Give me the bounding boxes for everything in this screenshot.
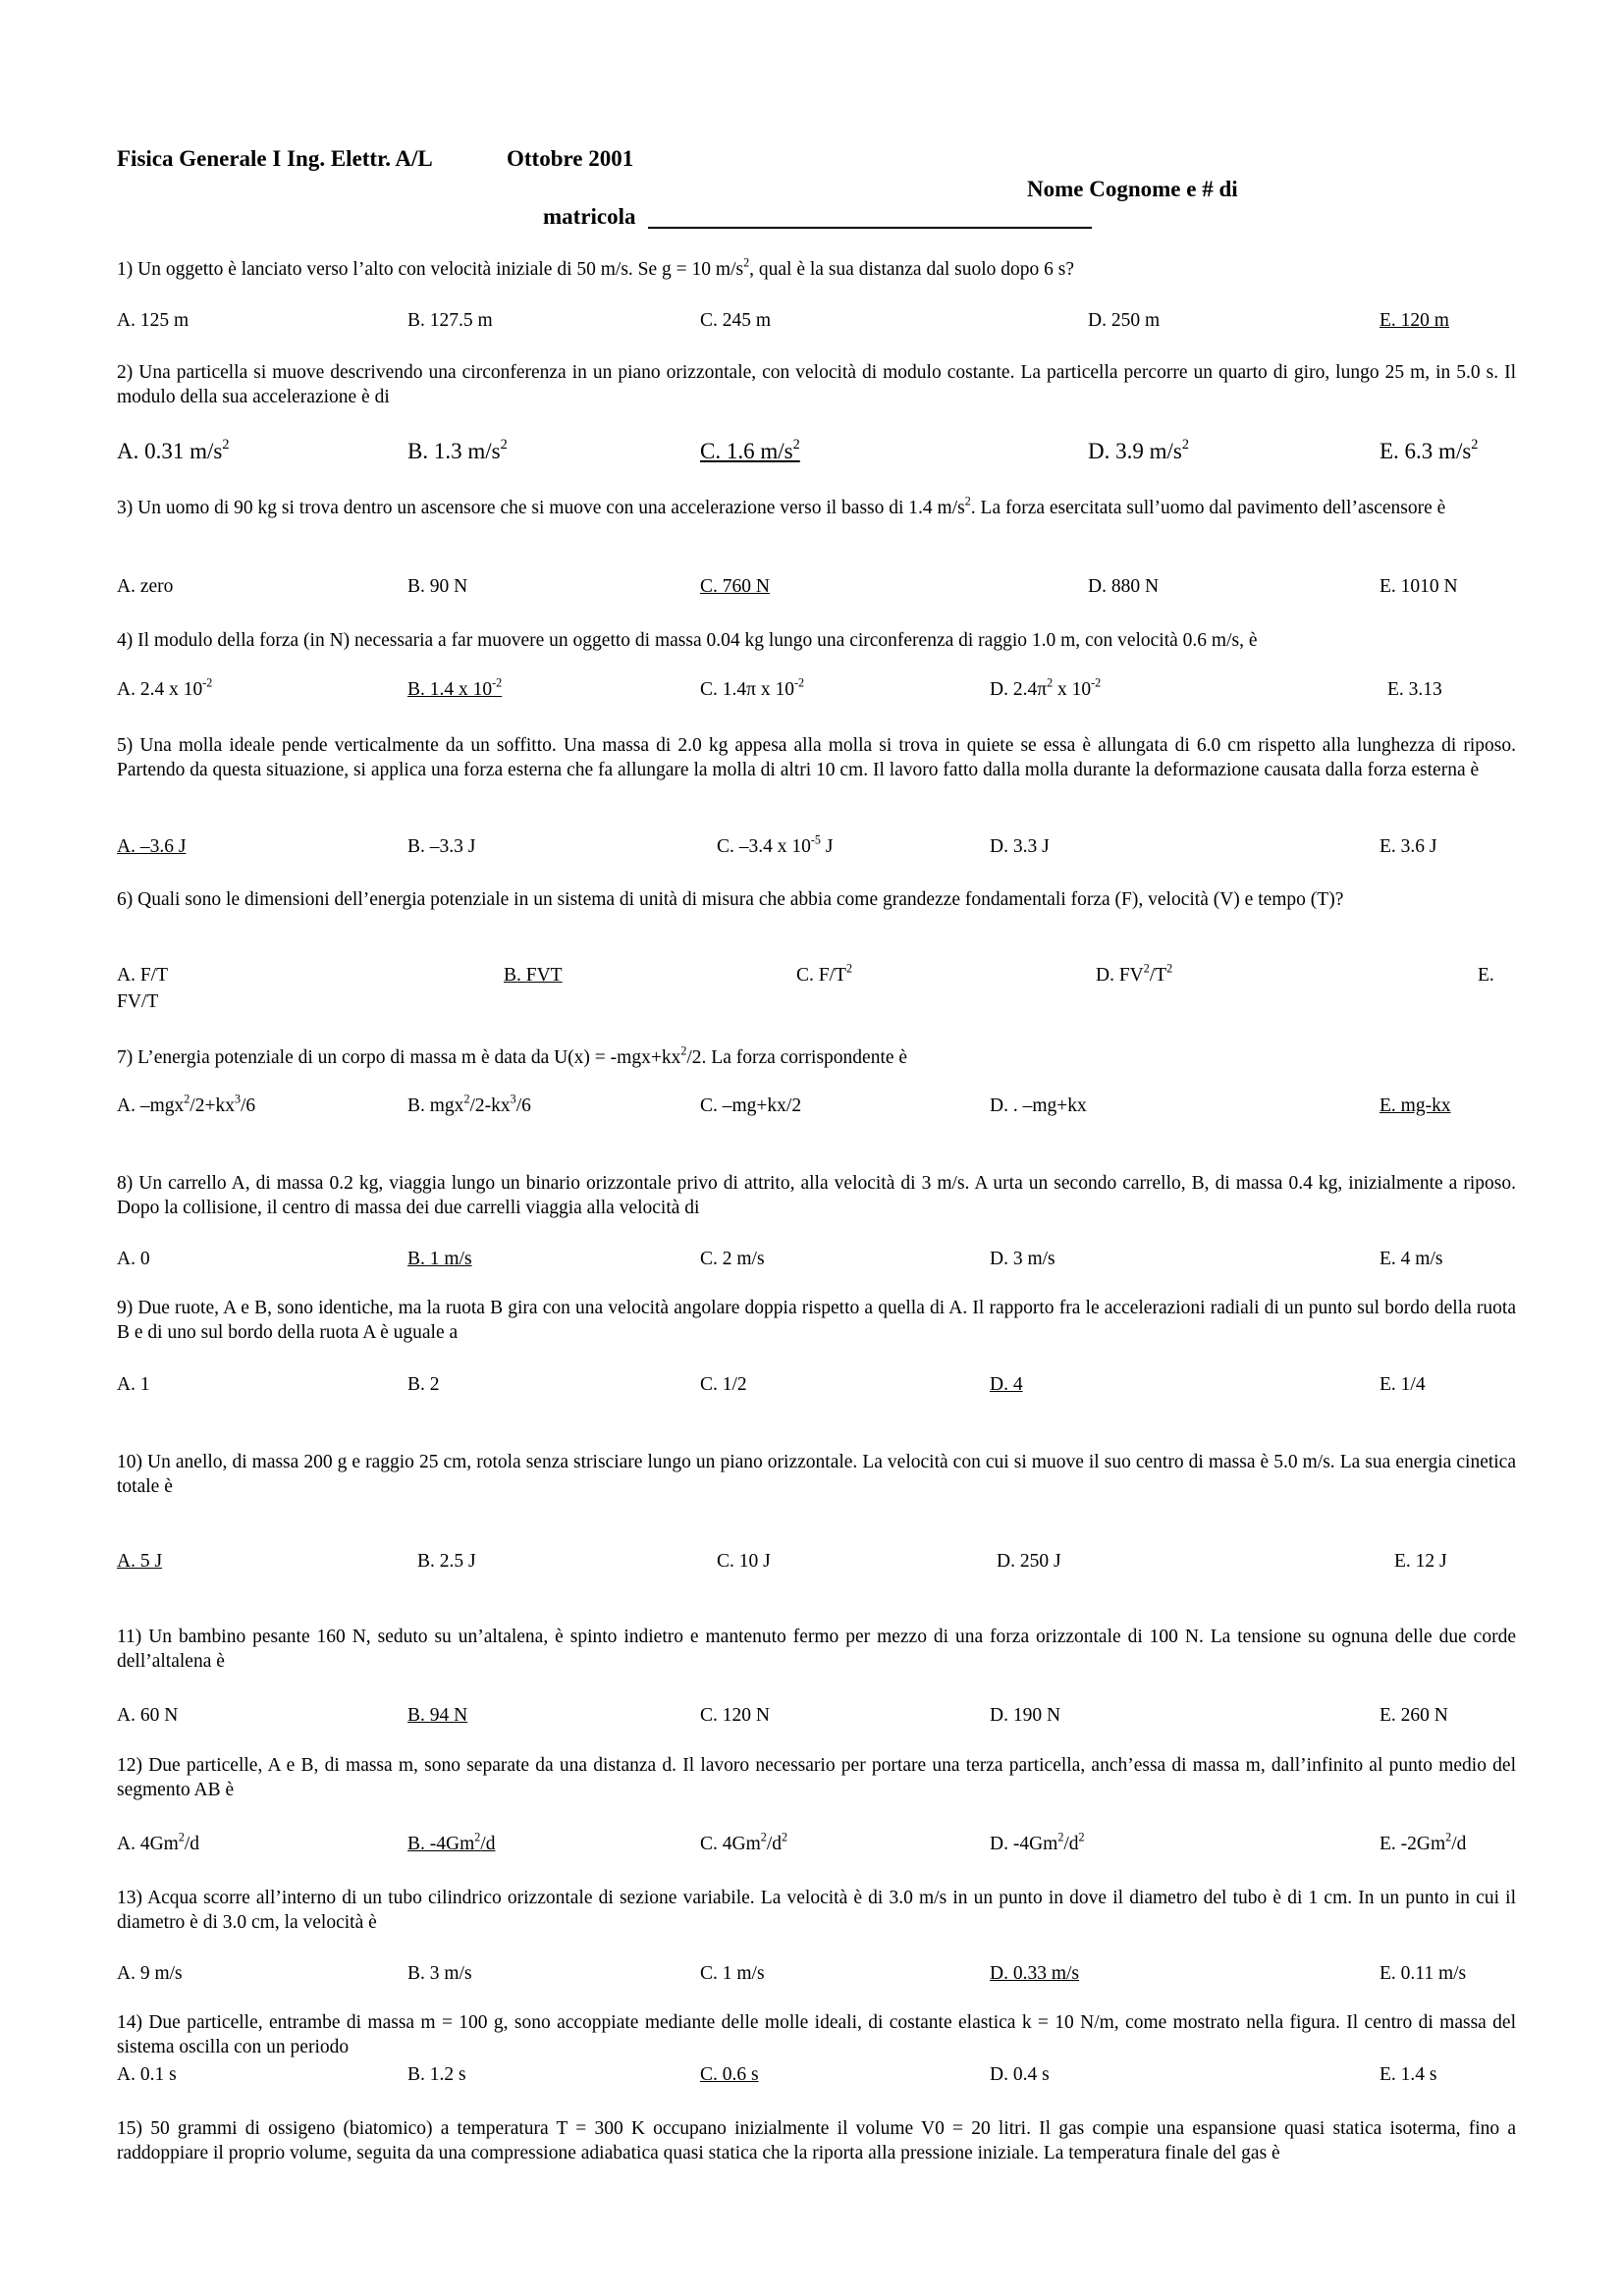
question-8-option-5: E. 4 m/s bbox=[1380, 1249, 1443, 1269]
question-5-text: 5) Una molla ideale pende verticalmente da un soffitto. Una massa di 2.0 kg appesa alla molla si trova in quiete se essa è allungata di 6.0 cm rispetto alla lunghezza di riposo. Partendo da questa situazione, si applica una forza esterna che fa allungare la molla di altri 10 cm. Il lavoro fatto dalla molla durante la deformazione causata dalla forza esterna è bbox=[117, 735, 1516, 780]
question-14-option-2: B. 1.2 s bbox=[407, 2064, 466, 2085]
matricola-line bbox=[648, 227, 1092, 229]
question-7-option-5: E. mg-kx bbox=[1380, 1095, 1451, 1116]
question-2-option-5: E. 6.3 $m/s^2$ bbox=[1380, 437, 1479, 463]
question-11-option-4: D. 190 N bbox=[990, 1705, 1061, 1726]
question-4-option-2: B. 1.4 x $10^{-2}$ bbox=[407, 675, 503, 700]
question-3-text: 3) Un uomo di 90 kg si trova dentro un ascensore che si muove con una accelerazione verso il basso di 1.4 $m/s^2$. La forza esercitata sull’uomo dal pavimento dell’ascensore è bbox=[117, 494, 1446, 518]
question-3-option-1: A. zero bbox=[117, 576, 174, 597]
question-8-option-3: C. 2 m/s bbox=[700, 1249, 765, 1269]
question-12-option-1: A. 4Gm$^2$/d bbox=[117, 1830, 200, 1854]
question-3-option-3: C. 760 N bbox=[700, 576, 770, 597]
name-label: Nome Cognome e # di bbox=[1027, 177, 1238, 201]
question-6-option-1: A. F/T bbox=[117, 965, 169, 986]
question-4-option-3: C. 1.4π x $10^{-2}$ bbox=[700, 675, 805, 700]
question-6-option-3: C. $F/T^2$ bbox=[796, 961, 852, 986]
question-2-option-3: C. 1.6 $m/s^2$ bbox=[700, 437, 800, 463]
question-1-option-3: C. 245 m bbox=[700, 310, 772, 331]
question-5-option-4: D. 3.3 J bbox=[990, 836, 1050, 857]
question-2-text: 2) Una particella si muove descrivendo una circonferenza in un piano orizzontale, con velocità di modulo costante. La particella percorre un quarto di giro, lungo 25 m, in 5.0 s. Il modulo della sua accelerazione è di bbox=[117, 362, 1516, 407]
question-3-option-2: B. 90 N bbox=[407, 576, 468, 597]
question-3-option-5: E. 1010 N bbox=[1380, 576, 1458, 597]
question-14-option-1: A. 0.1 s bbox=[117, 2064, 177, 2085]
question-10-option-1: A. 5 J bbox=[117, 1551, 163, 1572]
question-5-option-3: C. –3.4 x $10^{-5}$ J bbox=[717, 832, 834, 857]
question-11-option-1: A. 60 N bbox=[117, 1705, 179, 1726]
question-1-option-2: B. 127.5 m bbox=[407, 310, 493, 331]
question-10-option-3: C. 10 J bbox=[717, 1551, 771, 1572]
question-13-text: 13) Acqua scorre all’interno di un tubo cilindrico orizzontale di sezione variabile. La velocità è di 3.0 m/s in un punto in dove il diametro del tubo è di 1 cm. In un punto in cui il diametro è di 3.0 cm, la velocità è bbox=[117, 1888, 1516, 1933]
question-10-option-5: E. 12 J bbox=[1394, 1551, 1447, 1572]
question-4-text: 4) Il modulo della forza (in N) necessaria a far muovere un oggetto di massa 0.04 kg lungo una circonferenza di raggio 1.0 m, con velocità 0.6 m/s, è bbox=[117, 630, 1258, 651]
question-12-text: 12) Due particelle, A e B, di massa m, sono separate da una distanza d. Il lavoro necessario per portare una terza particella, anch’essa di massa m, dall’infinito al punto medio del segmento AB è bbox=[117, 1755, 1516, 1800]
question-9-text: 9) Due ruote, A e B, sono identiche, ma la ruota B gira con una velocità angolare doppia rispetto a quella di A. Il rapporto fra le accelerazioni radiali di un punto sul bordo della ruota B e di uno sul bordo della ruota A è uguale a bbox=[117, 1298, 1516, 1343]
question-10-text: 10) Un anello, di massa 200 g e raggio 25 cm, rotola senza strisciare lungo un piano orizzontale. La velocità con cui si muove il suo centro di massa è 5.0 m/s. La sua energia cinetica totale è bbox=[117, 1452, 1516, 1497]
question-15-text: 15) 50 grammi di ossigeno (biatomico) a temperatura T = 300 K occupano inizialmente il volume V0 = 20 litri. Il gas compie una espansione quasi statica isoterma, fino a raddoppiare il proprio volume, seguita da una compressione adiabatica quasi statica che la riporta alla pressione iniziale. La temperatura finale del gas è bbox=[117, 2118, 1516, 2163]
question-13-option-2: B. 3 m/s bbox=[407, 1963, 472, 1984]
question-2-option-4: D. 3.9 $m/s^2$ bbox=[1088, 437, 1189, 463]
question-9-option-2: B. 2 bbox=[407, 1374, 440, 1395]
question-11-option-5: E. 260 N bbox=[1380, 1705, 1448, 1726]
question-5-option-1: A. –3.6 J bbox=[117, 836, 187, 857]
question-6-option-5: E. bbox=[1478, 965, 1494, 986]
question-6-option-2: B. FVT bbox=[504, 965, 563, 986]
question-7-option-1: A. $-mgx^2/2+kx^3/6$ bbox=[117, 1092, 256, 1116]
question-9-option-1: A. 1 bbox=[117, 1374, 150, 1395]
question-5-option-2: B. –3.3 J bbox=[407, 836, 476, 857]
question-7-option-3: C. –mg+kx/2 bbox=[700, 1095, 802, 1116]
question-6-option-6: FV/T bbox=[117, 991, 159, 1012]
exam-date: Ottobre 2001 bbox=[507, 146, 634, 171]
question-1-option-1: A. 125 m bbox=[117, 310, 189, 331]
question-6-text: 6) Quali sono le dimensioni dell’energia potenziale in un sistema di unità di misura che abbia come grandezze fondamentali forza (F), velocità (V) e tempo (T)? bbox=[117, 889, 1344, 910]
question-8-option-4: D. 3 m/s bbox=[990, 1249, 1055, 1269]
question-13-option-5: E. 0.11 m/s bbox=[1380, 1963, 1467, 1984]
question-12-option-3: C. $4Gm^2/d^2$ bbox=[700, 1830, 788, 1854]
question-13-option-1: A. 9 m/s bbox=[117, 1963, 183, 1984]
question-3-option-4: D. 880 N bbox=[1088, 576, 1160, 597]
question-2-option-1: A. 0.31 $m/s^2$ bbox=[117, 437, 230, 463]
question-10-option-4: D. 250 J bbox=[997, 1551, 1061, 1572]
question-6-option-4: D. $FV^2/T^2$ bbox=[1096, 961, 1173, 986]
question-9-option-3: C. 1/2 bbox=[700, 1374, 747, 1395]
question-12-option-2: B. -4Gm$^2$/d bbox=[407, 1830, 496, 1854]
question-10-option-2: B. 2.5 J bbox=[417, 1551, 476, 1572]
question-8-option-2: B. 1 m/s bbox=[407, 1249, 472, 1269]
question-13-option-4: D. 0.33 m/s bbox=[990, 1963, 1080, 1984]
question-12-option-5: E. -2Gm$^2$/d bbox=[1380, 1830, 1467, 1854]
question-14-text: 14) Due particelle, entrambe di massa m = 100 g, sono accoppiate mediante delle molle ideali, di costante elastica k = 10 N/m, come mostrato nella figura. Il centro di massa del sistema oscilla con un periodo bbox=[117, 2012, 1516, 2057]
question-14-option-4: D. 0.4 s bbox=[990, 2064, 1050, 2085]
question-14-option-5: E. 1.4 s bbox=[1380, 2064, 1437, 2085]
course-title: Fisica Generale I Ing. Elettr. A/L bbox=[117, 146, 433, 171]
question-1-option-4: D. 250 m bbox=[1088, 310, 1161, 331]
question-13-option-3: C. 1 m/s bbox=[700, 1963, 765, 1984]
question-11-text: 11) Un bambino pesante 160 N, seduto su un’altalena, è spinto indietro e mantenuto fermo per mezzo di una forza orizzontale di 100 N. La tensione su ognuna delle due corde dell’altalena è bbox=[117, 1627, 1516, 1672]
question-1-option-5: E. 120 m bbox=[1380, 310, 1449, 331]
question-1-text: 1) Un oggetto è lanciato verso l’alto con velocità iniziale di 50 m/s. Se g = 10 $m/s^2$, qual è la sua distanza dal suolo dopo 6 s? bbox=[117, 255, 1075, 280]
question-9-option-5: E. 1/4 bbox=[1380, 1374, 1426, 1395]
matricola-label: matricola bbox=[543, 204, 636, 229]
question-14-option-3: C. 0.6 s bbox=[700, 2064, 759, 2085]
question-12-option-4: D. $-4Gm^2/d^2$ bbox=[990, 1830, 1085, 1854]
question-8-option-1: A. 0 bbox=[117, 1249, 150, 1269]
question-11-option-3: C. 120 N bbox=[700, 1705, 770, 1726]
question-11-option-2: B. 94 N bbox=[407, 1705, 468, 1726]
question-4-option-1: A. 2.4 x $10^{-2}$ bbox=[117, 675, 213, 700]
question-5-option-5: E. 3.6 J bbox=[1380, 836, 1437, 857]
question-4-option-5: E. 3.13 bbox=[1387, 679, 1442, 700]
question-9-option-4: D. 4 bbox=[990, 1374, 1023, 1395]
question-8-text: 8) Un carrello A, di massa 0.2 kg, viaggia lungo un binario orizzontale privo di attrito, alla velocità di 3 m/s. A urta un secondo carrello, B, di massa 0.4 kg, inizialmente a riposo. Dopo la collisione, il centro di massa dei due carrelli viaggia alla velocità di bbox=[117, 1173, 1516, 1218]
question-4-option-4: D. $2.4\pi^2$ x $10^{-2}$ bbox=[990, 675, 1102, 700]
question-7-text: 7) L’energia potenziale di un corpo di massa m è data da $U(x) = -mgx+kx^2/2$. La forza corrispondente è bbox=[117, 1043, 908, 1068]
question-7-option-4: D. . –mg+kx bbox=[990, 1095, 1087, 1116]
question-7-option-2: B. $mgx^2/2-kx^3/6$ bbox=[407, 1092, 531, 1116]
question-2-option-2: B. 1.3 $m/s^2$ bbox=[407, 437, 508, 463]
